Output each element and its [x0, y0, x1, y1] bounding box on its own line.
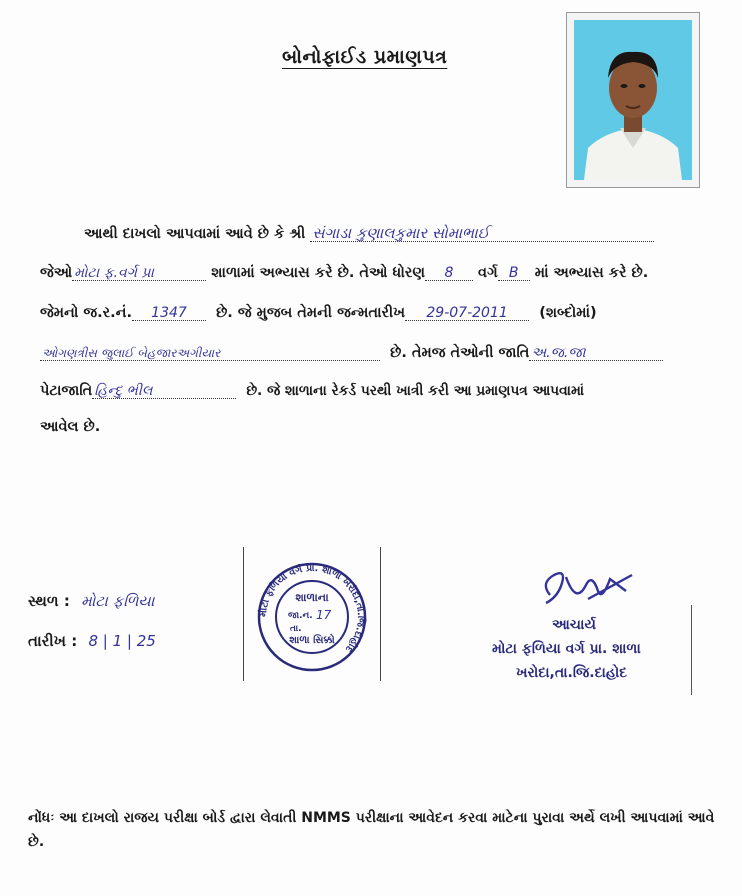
line1-prefix: આથી દાખલો આપવામાં આવે છે કે શ્રી: [84, 226, 306, 242]
certificate-title: બોનોફાઈડ પ્રમાણપત્ર: [282, 46, 448, 68]
body-line-2: [40, 257, 720, 281]
school-seal-box: [243, 547, 381, 681]
line2-end: માં અભ્યાસ કરે છે.: [534, 265, 649, 281]
line3-end: (શબ્દોમાં): [539, 305, 597, 321]
line2-prefix: જેઓ: [40, 265, 73, 281]
body-line-6: [40, 411, 720, 435]
seal-ta-label: તા.: [290, 624, 302, 634]
date-row: [28, 632, 156, 650]
line3-mid: છે. જે મુજબ તેમની જન્મતારીખ: [216, 305, 406, 321]
body-line-4: [40, 337, 720, 361]
seal-center-bottom: શાળા સિક્કો: [289, 635, 335, 646]
student-photo: [566, 12, 700, 188]
seal-jan-label: જા.ન.: [288, 611, 313, 621]
body-line-3: [40, 297, 720, 321]
footer-note: નોંધઃ આ દાખલો રાજય પરીક્ષા બોર્ડ દ્વારા લેવાતી NMMS પરીક્ષાના આવેદન કરવા માટેના પુરાવા અર્થે લખી આપવામાં આવે છે.: [28, 810, 715, 850]
school-name-handwritten: મોટા ફ.વર્ગ પ્રા: [74, 264, 154, 281]
principal-school: મોટા ફળિયા વર્ગ પ્રા. શાળા: [492, 641, 641, 657]
body-line-5: [40, 375, 720, 399]
birth-date-words: ઓગણત્રીસ જુલાઈ બેહજારઅગીયાર: [42, 345, 221, 360]
principal-address: ખરોદા,તા.જિ.દાહોદ: [516, 665, 628, 681]
division-value: B: [508, 264, 519, 281]
subcaste-value: હિન્દુ ભીલ: [94, 382, 153, 399]
principal-signature-block: [486, 565, 696, 700]
date-value: 8 | 1 | 25: [88, 632, 156, 650]
gr-number: 1347: [151, 304, 187, 321]
line5-prefix: પેટાજાતિ: [40, 383, 93, 399]
date-label: તારીખ :: [28, 632, 78, 650]
place-row: [28, 592, 154, 610]
principal-signature: [536, 565, 646, 615]
birth-date: 29-07-2011: [426, 304, 508, 321]
line3-prefix: જેમનો જ.ર.નં.: [40, 305, 132, 321]
seal-jan-number: 17: [316, 608, 332, 622]
line2-mid: શાળામાં અભ્યાસ કરે છે. તેઓ ધોરણ: [211, 265, 425, 281]
line4-mid: છે. તેમજ તેઓની જાતિ: [390, 345, 530, 361]
caste-value: અ.જ.જા: [531, 344, 586, 361]
place-value: મોટા ફળિયા: [81, 592, 155, 610]
line2-varg: વર્ગ: [478, 265, 498, 281]
line6-text: આવેલ છે.: [40, 419, 101, 435]
seal-center-top: શાળાના: [295, 591, 329, 604]
principal-title: આચાર્ય: [552, 617, 596, 633]
student-name: સંગાડા કુણાલકુમાર સોમાભાઈ: [312, 223, 490, 242]
standard-value: 8: [444, 264, 454, 281]
seal-ring-text: મોટા ફળિયા વર્ગ પ્રા. શાળા ખરોદા,તા.જિ.દાહોદ: [257, 562, 367, 655]
school-seal: [248, 561, 376, 673]
place-label: સ્થળ :: [28, 592, 70, 610]
line5-mid: છે. જે શાળાના રેકર્ડ પરથી ખાત્રી કરી આ પ્રમાણપત્ર આપવામાં: [246, 383, 585, 399]
body-line-1: [84, 218, 724, 242]
